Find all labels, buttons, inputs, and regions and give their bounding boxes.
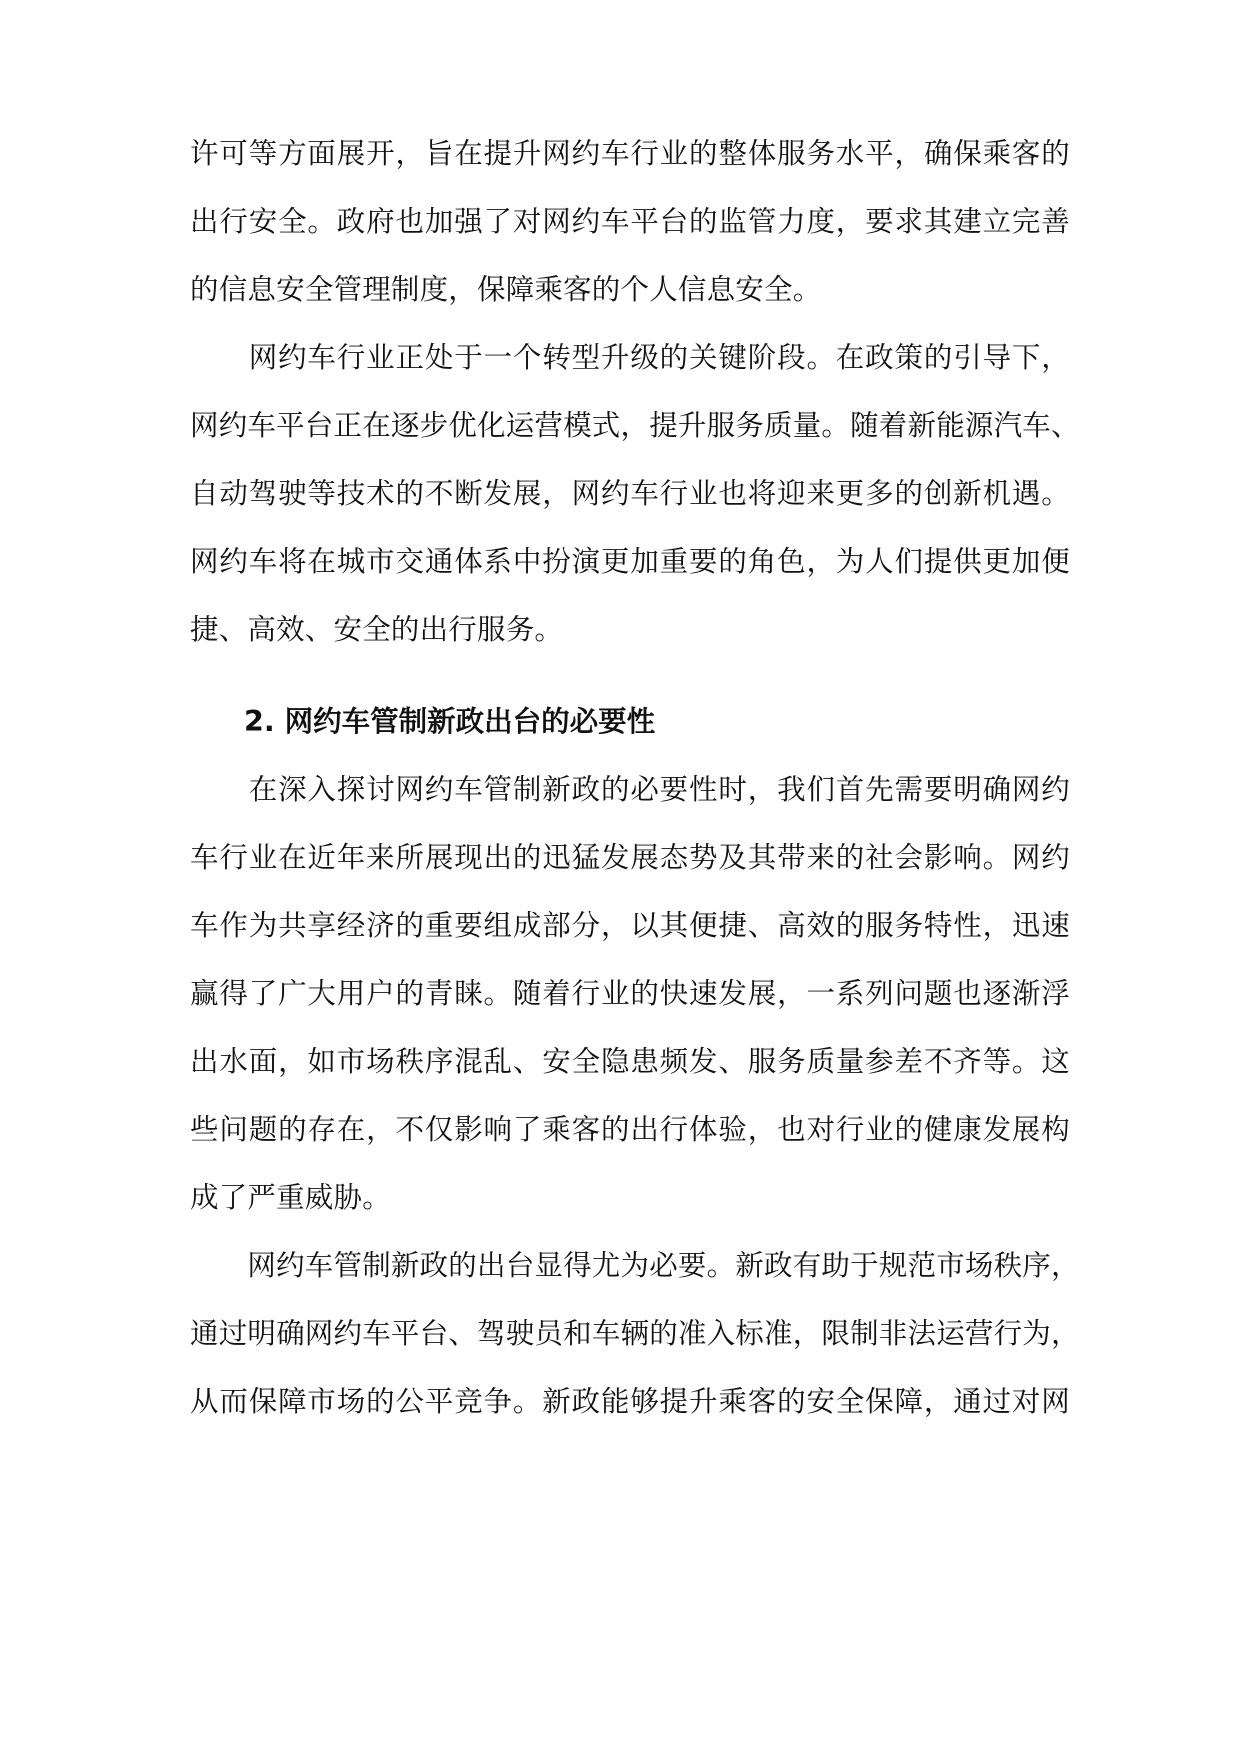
paragraph-line: 许可等方面展开，旨在提升网约车行业的整体服务水平，确保乘客的 xyxy=(190,137,1070,170)
section-heading: 2. 网约车管制新政出台的必要性 xyxy=(244,705,656,738)
paragraph-line: 车行业在近年来所展现出的迅猛发展态势及其带来的社会影响。网约 xyxy=(190,841,1070,874)
paragraph-line: 出水面，如市场秩序混乱、安全隐患频发、服务质量参差不齐等。这 xyxy=(190,1045,1070,1078)
paragraph-line: 成了严重威胁。 xyxy=(190,1181,391,1214)
paragraph-line: 在深入探讨网约车管制新政的必要性时，我们首先需要明确网约 xyxy=(190,773,1070,806)
paragraph-line: 自动驾驶等技术的不断发展，网约车行业也将迎来更多的创新机遇。 xyxy=(190,477,1070,510)
paragraph-line: 网约车将在城市交通体系中扮演更加重要的角色，为人们提供更加便 xyxy=(190,545,1070,578)
paragraph-line: 网约车平台正在逐步优化运营模式，提升服务质量。随着新能源汽车、 xyxy=(190,409,1080,442)
paragraph-line: 的信息安全管理制度，保障乘客的个人信息安全。 xyxy=(190,273,822,306)
paragraph-line: 出行安全。政府也加强了对网约车平台的监管力度，要求其建立完善 xyxy=(190,205,1070,238)
paragraph-line: 赢得了广大用户的青睐。随着行业的快速发展，一系列问题也逐渐浮 xyxy=(190,977,1070,1010)
paragraph-line: 捷、高效、安全的出行服务。 xyxy=(190,613,564,646)
paragraph-line: 从而保障市场的公平竞争。新政能够提升乘客的安全保障，通过对网 xyxy=(190,1385,1070,1418)
paragraph-line: 网约车管制新政的出台显得尤为必要。新政有助于规范市场秩序， xyxy=(190,1249,1080,1282)
paragraph-line: 车作为共享经济的重要组成部分，以其便捷、高效的服务特性，迅速 xyxy=(190,909,1070,942)
paragraph-line: 通过明确网约车平台、驾驶员和车辆的准入标准，限制非法运营行为， xyxy=(190,1317,1080,1350)
paragraph-line: 网约车行业正处于一个转型升级的关键阶段。在政策的引导下， xyxy=(190,341,1070,374)
paragraph-line: 些问题的存在，不仅影响了乘客的出行体验，也对行业的健康发展构 xyxy=(190,1113,1070,1146)
